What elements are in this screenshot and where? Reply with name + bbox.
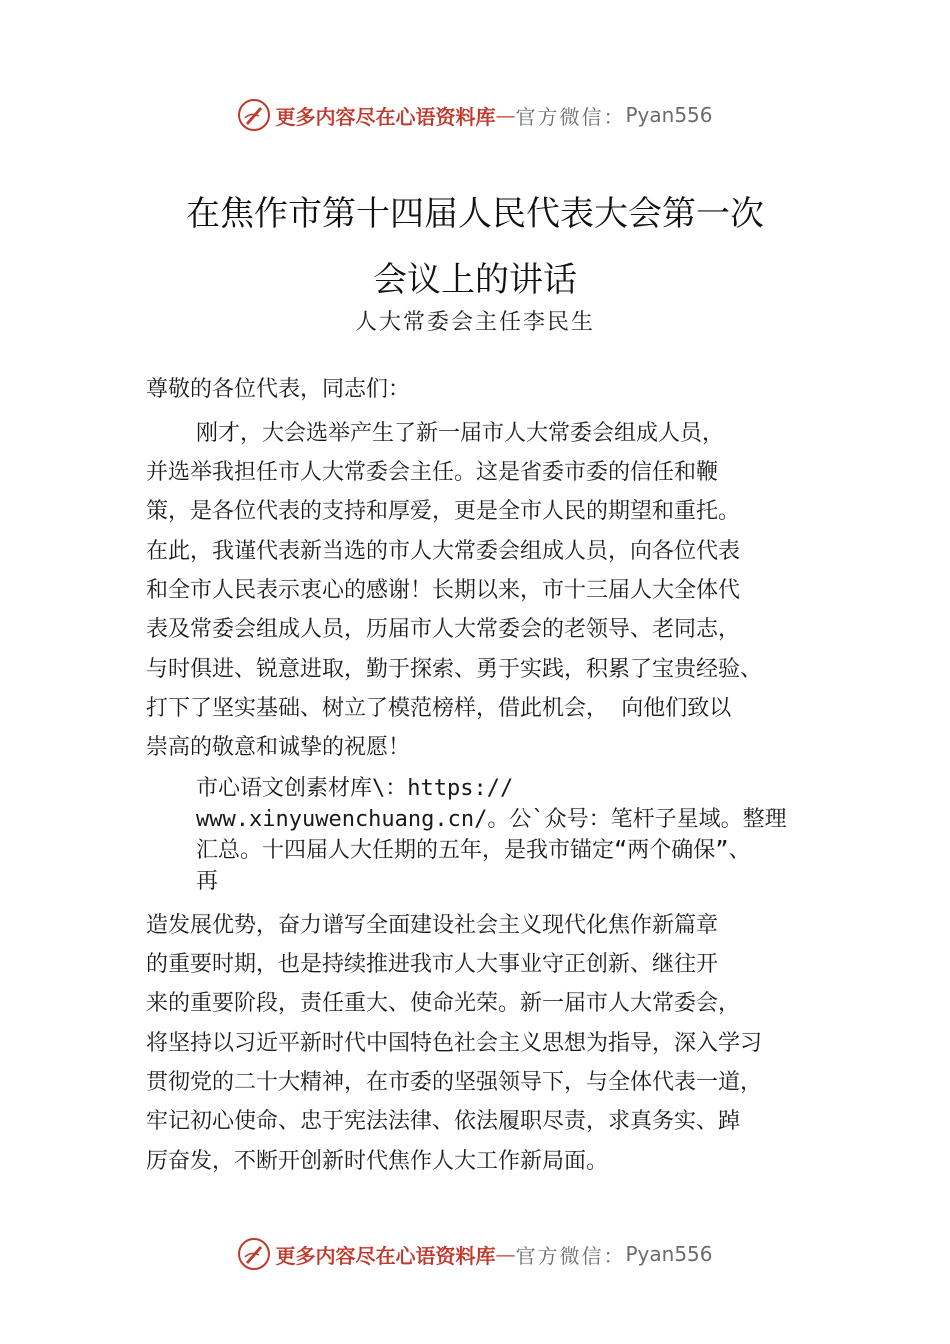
- paragraph-line: 与时俱进、锐意进取，勤于探索、勇于实践，积累了宝贵经验、: [146, 657, 763, 682]
- quill-logo-icon: [237, 98, 271, 132]
- banner-brand-text: 更多内容尽在心语资料库: [275, 1243, 496, 1268]
- paragraph-line: 牢记初心使命、忠于宪法法律、依法履职尽责，求真务实、踔: [146, 1109, 741, 1134]
- paragraph-line: 和全市人民表示衷心的感谢！长期以来，市十三届人大全体代: [146, 578, 741, 603]
- document-author: 人大常委会主任李民生: [354, 310, 595, 335]
- paragraph-line: 厉奋发，不断开创新时代焦作人大工作新局面。: [146, 1149, 609, 1174]
- paragraph-line: 刚才，大会选举产生了新一届市人大常委会组成人员，: [196, 421, 725, 446]
- banner-dash: —: [495, 1242, 516, 1266]
- banner-dash: —: [495, 103, 516, 127]
- paragraph-line: 崇高的敬意和诚挚的祝愿！: [146, 735, 411, 760]
- paragraph-line: 策，是各位代表的支持和厚爱，更是全市人民的期望和重托。: [146, 499, 741, 524]
- paragraph-line: 造发展优势，奋力谱写全面建设社会主义现代化焦作新篇章: [146, 913, 719, 938]
- document-title-line2: 会议上的讲话: [373, 260, 577, 300]
- paragraph-line: 将坚持以习近平新时代中国特色社会主义思想为指导，深入学习: [146, 1031, 763, 1056]
- paragraph-line: 汇总。十四届人大任期的五年，是我市锚定“两个确保”、: [196, 838, 751, 863]
- paragraph-line: 在此，我谨代表新当选的市人大常委会组成人员，向各位代表: [146, 539, 741, 564]
- paragraph-line: 来的重要阶段，责任重大、使命光荣。新一届市人大常委会，: [146, 991, 741, 1016]
- banner-wechat-label: 官方微信：: [515, 104, 626, 129]
- banner-brand-text: 更多内容尽在心语资料库: [275, 104, 496, 129]
- quill-logo-icon: [237, 1237, 271, 1271]
- banner-wechat-id: Pyan556: [625, 103, 713, 127]
- paragraph-line: 再: [196, 869, 219, 894]
- paragraph-line: 打下了坚实基础、树立了模范榜样，借此机会， 向他们致以: [146, 696, 732, 721]
- footer-banner: [0, 1234, 950, 1274]
- salutation: 尊敬的各位代表，同志们：: [146, 377, 411, 402]
- header-banner: [0, 95, 950, 135]
- paragraph-line: 的重要时期，也是持续推进我市人大事业守正创新、继往开: [146, 952, 719, 977]
- banner-wechat-id: Pyan556: [625, 1242, 713, 1266]
- paragraph-line: 表及常委会组成人员，历届市人大常委会的老领导、老同志，: [146, 617, 741, 642]
- document-title-line1: 在焦作市第十四届人民代表大会第一次: [186, 194, 764, 234]
- paragraph-line: 并选举我担任市人大常委会主任。这是省委市委的信任和鞭: [146, 460, 719, 485]
- paragraph-line: 市心语文创素材库\：https://: [196, 776, 514, 801]
- banner-wechat-label: 官方微信：: [515, 1243, 626, 1268]
- paragraph-line: www.xinyuwenchuang.cn/。公`众号：笔杆子星域。整理: [196, 807, 787, 832]
- paragraph-line: 贯彻党的二十大精神，在市委的坚强领导下，与全体代表一道，: [146, 1070, 763, 1095]
